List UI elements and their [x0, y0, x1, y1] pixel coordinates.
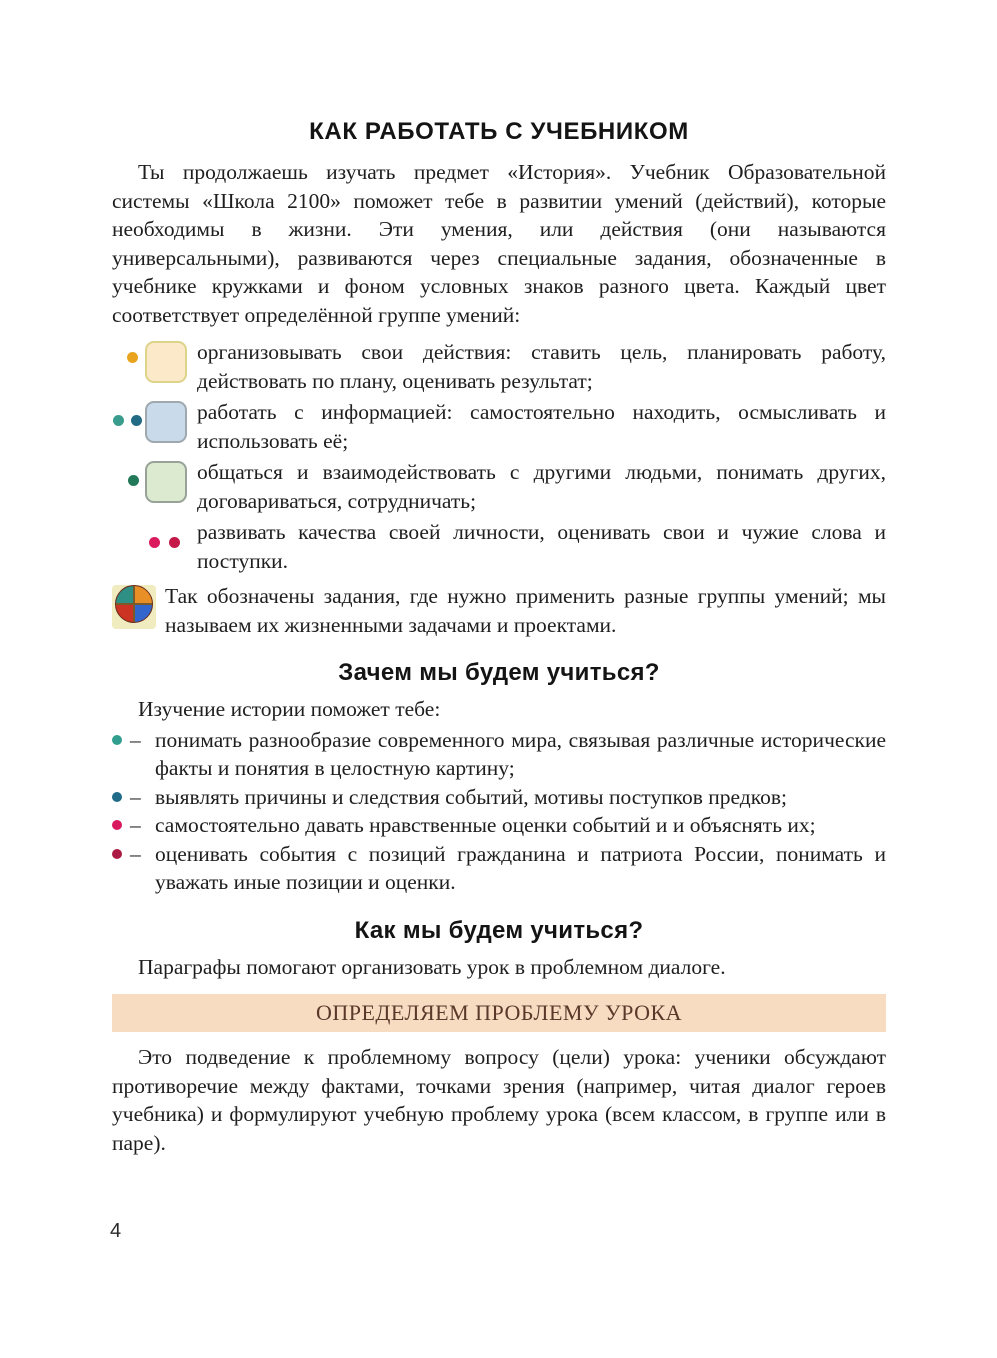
lesson-stage-banner: ОПРЕДЕЛЯЕМ ПРОБЛЕМУ УРОКА — [112, 994, 886, 1032]
how-paragraph: Это подведение к проблемному вопросу (цели) урока: ученики обсуждают противоречие между фактами, точками зрения (например, читая диалог героев учебника) и формулируют учебную проблему урока (всем классом, в группе или в паре). — [112, 1045, 886, 1155]
life-tasks-note — [112, 582, 886, 639]
how-lead: Параграфы помогают организовать урок в проблемном диалоге. — [138, 954, 726, 979]
why-benefits-list — [112, 726, 886, 897]
list-item — [112, 840, 886, 897]
list-item-text: самостоятельно давать нравственные оценки событий и и объяснять их; — [155, 813, 816, 837]
dash-marker: – — [130, 841, 141, 866]
list-item-text: понимать разнообразие современного мира, связывая различные исторические факты и понятия в целостную картину; — [155, 727, 886, 780]
skill-group-organize — [112, 338, 886, 395]
why-lead: Изучение истории поможет тебе: — [138, 697, 441, 721]
dark-red-dot-icon — [169, 537, 180, 548]
heading-why-learn: Зачем мы будем учиться? — [338, 659, 660, 686]
list-item — [112, 726, 886, 783]
skill-marker — [112, 398, 197, 455]
skill-marker — [112, 458, 197, 515]
page-number: 4 — [110, 1220, 122, 1242]
list-item-text: оценивать события с позиций гражданина и патриота России, понимать и уважать иные позиции и оценки. — [155, 841, 886, 894]
life-tasks-text: Так обозначены задания, где нужно применить разные группы умений; мы называем их жизненными задачами и проектами. — [165, 584, 886, 637]
orange-dot-icon — [127, 352, 138, 363]
list-item-text: выявлять причины и следствия событий, мотивы поступков предков; — [155, 784, 787, 809]
skill-group-information — [112, 398, 886, 455]
dark-red-bullet-icon — [112, 849, 122, 859]
dash-marker: – — [130, 784, 141, 809]
heading-how-learn: Как мы будем учиться? — [354, 916, 644, 944]
quad-circle-icon — [115, 585, 153, 623]
green-dot-icon — [128, 475, 139, 486]
blue-dot-icon — [131, 415, 142, 426]
skill-group-personal — [112, 518, 886, 575]
green-square-icon — [145, 461, 187, 503]
teal-dot-icon — [113, 415, 124, 426]
blue-square-icon — [145, 401, 187, 443]
page-title: КАК РАБОТАТЬ С УЧЕБНИКОМ — [309, 118, 689, 145]
page-content — [112, 118, 886, 1157]
teal-bullet-icon — [112, 735, 122, 745]
skill-group-text: работать с информацией: самостоятельно находить, осмысливать и использовать её; — [197, 400, 886, 453]
skill-groups-list — [112, 338, 886, 575]
blue-bullet-icon — [112, 792, 122, 802]
list-item — [112, 783, 886, 812]
crimson-dot-icon — [149, 537, 160, 548]
skill-group-text: общаться и взаимодействовать с другими людьми, понимать других, договариваться, сотрудничать; — [197, 460, 886, 513]
life-task-icon-wrap — [112, 582, 165, 639]
skill-group-communication — [112, 458, 886, 515]
skill-marker — [112, 338, 197, 395]
skill-marker — [112, 518, 197, 575]
skill-group-text: организовывать свои действия: ставить цель, планировать работу, действовать по плану, оценивать результат; — [197, 340, 886, 393]
dash-marker: – — [130, 813, 141, 837]
skill-group-text: развивать качества своей личности, оценивать свои и чужие слова и поступки. — [197, 520, 886, 573]
intro-paragraph: Ты продолжаешь изучать предмет «История». Учебник Образовательной системы «Школа 2100» поможет тебе в развитии умений (действий), которые необходимы в жизни. Эти умения, или действия (они называются универсальными), развиваются через специальные задания, обозначенные в учебнике кружками и фоном условных знаков разного цвета. Каждый цвет соответствует определённой группе умений: — [112, 160, 886, 327]
crimson-bullet-icon — [112, 820, 122, 830]
dash-marker: – — [130, 727, 141, 752]
orange-square-icon — [145, 341, 187, 383]
list-item — [112, 811, 886, 840]
